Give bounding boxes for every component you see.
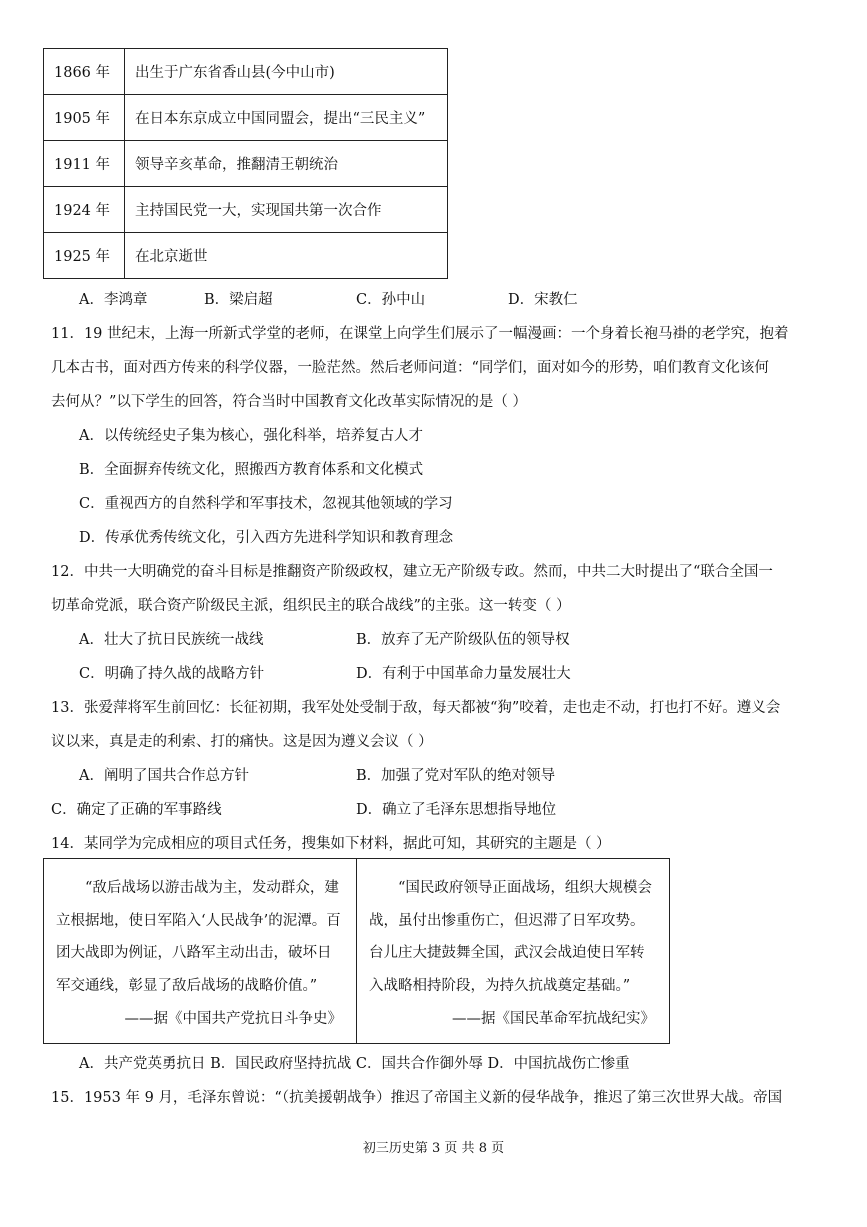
q10-option-d: D．宋教仁: [508, 292, 578, 308]
year-cell: 1924 年: [44, 187, 125, 233]
table-row: [44, 49, 448, 95]
q10-option-b: B．梁启超: [204, 292, 273, 308]
q13-option-d: D．确立了毛泽东思想指导地位: [356, 802, 557, 818]
q11-option-d: D．传承优秀传统文化，引入西方先进科学知识和教育理念: [79, 530, 454, 546]
source-table: [43, 858, 670, 1044]
q11-stem-line: 去何从？”以下学生的回答，符合当时中国教育文化改革实际情况的是（ ）: [51, 394, 528, 410]
q12-option-c: C．明确了持久战的战略方针: [79, 666, 265, 682]
q10-option-a: A．李鸿章: [79, 292, 148, 308]
table-row: [44, 95, 448, 141]
event-cell: 领导辛亥革命，推翻清王朝统治: [125, 141, 448, 187]
q11-option-b: B．全面摒弃传统文化，照搬西方教育体系和文化模式: [79, 462, 424, 478]
q12-option-b: B．放弃了无产阶级队伍的领导权: [356, 632, 570, 648]
source-right: [356, 859, 669, 1043]
q12-stem-line: 12．中共一大明确党的奋斗目标是推翻资产阶级政权，建立无产阶级专政。然而，中共二大时提出了“联合全国一: [51, 564, 773, 580]
q11-option-c: C．重视西方的自然科学和军事技术，忽视其他领域的学习: [79, 496, 453, 512]
q12-option-d: D．有利于中国革命力量发展壮大: [356, 666, 571, 682]
event-cell: 出生于广东省香山县(今中山市): [125, 49, 448, 95]
source-left-citation: ——据《中国共产党抗日斗争史》: [124, 1010, 342, 1027]
year-cell: 1866 年: [44, 49, 125, 95]
q11-stem-line: 几本古书，面对西方传来的科学仪器，一脸茫然。然后老师问道：“同学们，面对如今的形势，咱们教育文化该何: [51, 360, 769, 376]
source-left: [44, 859, 356, 1043]
q14-stem: 14．某同学为完成相应的项目式任务，搜集如下材料，据此可知，其研究的主题是（ ）: [51, 836, 611, 852]
q11-option-a: A．以传统经史子集为核心，强化科举，培养复古人才: [79, 428, 423, 444]
table-row: [44, 141, 448, 187]
year-cell: 1925 年: [44, 233, 125, 279]
q13-option-a: A．阐明了国共合作总方针: [79, 768, 249, 784]
event-cell: 在北京逝世: [125, 233, 448, 279]
source-left-text: “敌后战场以游击战为主，发动群众，建立根据地，使日军陷入‘人民战争’的泥潭。百团大战即为例证，八路军主动出击，破坏日军交通线，彰显了敌后战场的战略价值。”: [56, 880, 341, 994]
q13-option-c: C．确定了正确的军事路线: [51, 802, 222, 818]
q14-options: A．共产党英勇抗日 B．国民政府坚持抗战 C．国共合作御外辱 D．中国抗战伤亡惨重: [79, 1056, 630, 1072]
q13-stem-line: 13．张爱萍将军生前回忆：长征初期，我军处处受制于敌，每天都被“狗”咬着，走也走不动，打也打不好。遵义会: [51, 700, 781, 716]
event-cell: 主持国民党一大，实现国共第一次合作: [125, 187, 448, 233]
source-right-text: “国民政府领导正面战场，组织大规模会战，虽付出惨重伤亡，但迟滞了日军攻势。台儿庄大捷鼓舞全国，武汉会战迫使日军转入战略相持阶段，为持久抗战奠定基础。”: [369, 880, 652, 994]
q13-stem-line: 议以来，真是走的利索、打的痛快。这是因为遵义会议（ ）: [51, 734, 433, 750]
q15-stem-line: 15．1953 年 9 月，毛泽东曾说：“（抗美援朝战争）推迟了帝国主义新的侵华战争，推迟了第三次世界大战。帝国: [51, 1090, 783, 1106]
q12-option-a: A．壮大了抗日民族统一战线: [79, 632, 264, 648]
source-right-citation: ——据《国民革命军抗战纪实》: [452, 1010, 655, 1027]
table-row: [44, 233, 448, 279]
table-row: [44, 187, 448, 233]
q12-stem-line: 切革命党派，联合资产阶级民主派，组织民主的联合战线”的主张。这一转变（ ）: [51, 598, 571, 614]
year-cell: 1911 年: [44, 141, 125, 187]
page-footer: 初三历史第 3 页 共 8 页: [362, 1141, 505, 1156]
timeline-table: [43, 48, 448, 279]
q13-option-b: B．加强了党对军队的绝对领导: [356, 768, 556, 784]
year-cell: 1905 年: [44, 95, 125, 141]
event-cell: 在日本东京成立中国同盟会，提出“三民主义”: [125, 95, 448, 141]
q11-stem-line: 11．19 世纪末，上海一所新式学堂的老师，在课堂上向学生们展示了一幅漫画：一个身着长袍马褂的老学究，抱着: [51, 326, 789, 342]
q10-option-c: C．孙中山: [356, 292, 426, 308]
